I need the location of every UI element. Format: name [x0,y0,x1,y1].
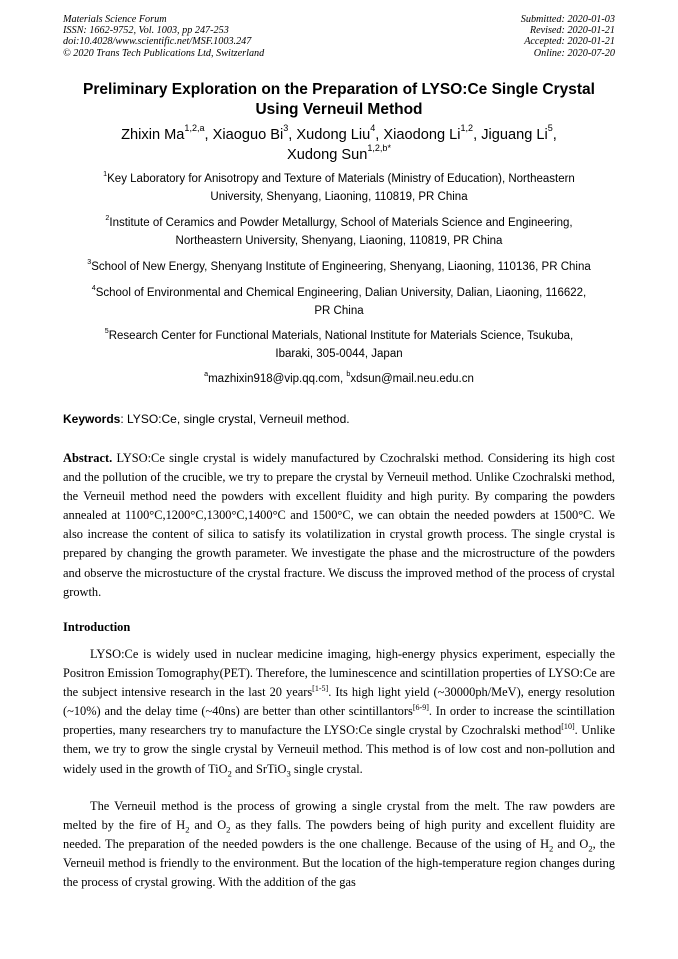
abstract [63,449,615,602]
author-name: Xiaodong Li [383,127,461,143]
abstract-label: Abstract. [63,451,113,465]
author-affiliation-mark: 1,2,a [184,123,205,134]
accepted-date: Accepted: 2020-01-21 [524,36,615,48]
intro-paragraph-2 [63,797,615,892]
affiliation-line: Research Center for Functional Materials, National Institute for Materials Science, Tsukuba, [108,330,574,342]
affiliation-line: Northeastern University, Shenyang, Liaoning, 110819, PR China [175,235,503,247]
citation: [1-5] [312,684,329,694]
subscript: 3 [286,768,291,779]
email-address: xdsun@mail.neu.edu.cn [350,373,474,385]
subscript: 2 [226,824,231,835]
author-affiliation-mark: 5 [547,123,553,134]
author-separator: , [473,127,482,143]
paper-title [60,80,618,120]
subscript: 2 [185,824,190,835]
author-name: Zhixin Ma [121,127,185,143]
affiliation-3 [60,258,618,276]
affiliation-2 [60,214,618,250]
paragraph-text: . Its high light yield (~30000ph/MeV), energy resolution (~10%) and the delay time (~40ns) are better than other scintillantors [63,685,615,719]
paragraph-text: , the Verneuil method is friendly to the environment. But the location of the high-temperature region changes during the process of crystal growing. With the addition of the gas [63,837,615,890]
paragraph-text: . In order to increase the scintillation properties, many researchers try to manufacture the LYSO:Ce single crystal by Czochralski method [63,704,615,738]
author-name: Xudong Sun [287,147,368,163]
submitted-date: Submitted: 2020-01-03 [520,14,615,25]
paragraph-text: and O [553,837,589,852]
author-separator: , [288,127,297,143]
paragraph-text: LYSO:Ce is widely used in nuclear medicine imaging, high-energy physics experiment, especially the Positron Emission Tomography(PET). Therefore, the luminescence and scintillation properties of LYSO:Ce are the subject intensive research in the last 20 years [63,647,615,700]
paragraph-text: . Unlike them, we try to grow the single crystal by Verneuil method. This method is of low cost and non-pollution and widely used in the growth of TiO [63,723,615,776]
author-list [60,125,618,165]
journal-issn: ISSN: 1662-9752, Vol. 1003, pp 247-253 [63,25,229,37]
email-address: mazhixin918@vip.qq.com, [208,373,347,385]
online-date: Online: 2020-07-20 [533,47,615,59]
journal-name: Materials Science Forum [63,14,167,25]
author-separator: , [204,127,213,143]
journal-info [63,14,264,59]
author-emails [60,371,618,387]
affiliation-line: University, Shenyang, Liaoning, 110819, PR China [210,191,468,203]
author-name: Xiaoguo Bi [212,127,284,143]
title-line: Using Verneuil Method [255,101,423,118]
paragraph-text: and SrTiO [231,761,287,776]
affiliation-number: 3 [87,257,92,266]
affiliation-number: 1 [103,169,108,178]
affiliation-line: Institute of Ceramics and Powder Metallurgy, School of Materials Science and Engineering, [109,217,573,229]
citation: [10] [561,722,575,732]
paragraph-text: The Verneuil method is the process of growing a single crystal from the melt. The raw powders are melted by the fire of H [63,799,615,833]
author-affiliation-mark: 3 [283,123,289,134]
author-name: Xudong Liu [296,127,371,143]
intro-paragraph-1 [63,645,615,779]
author-affiliation-mark: 1,2,b* [367,143,391,154]
author-separator: , [552,127,557,143]
subscript: 2 [588,843,593,854]
affiliation-line: School of New Energy, Shenyang Institute of Engineering, Shenyang, Liaoning, 110136, PR China [91,261,591,273]
subscript: 2 [227,768,232,779]
title-line: Preliminary Exploration on the Preparation of LYSO:Ce Single Crystal [83,81,595,98]
affiliation-line: School of Environmental and Chemical Engineering, Dalian University, Dalian, Liaoning, 116622, [95,287,587,299]
paragraph-text: single crystal. [290,761,363,776]
affiliation-number: 2 [105,213,110,222]
citation: [6-9] [412,703,429,713]
affiliation-line: Ibaraki, 305-0044, Japan [275,348,403,360]
section-heading-introduction: Introduction [63,620,131,634]
keywords-text: : LYSO:Ce, single crystal, Verneuil method. [120,412,350,426]
affiliation-line: Key Laboratory for Anisotropy and Texture of Materials (Ministry of Education), Northeastern [107,173,575,185]
keywords [63,411,615,427]
author-affiliation-mark: 4 [370,123,376,134]
paragraph-text: and O [189,818,227,833]
keywords-label: Keywords [63,412,121,426]
paragraph-text: as they falls. The powders being of high purity and excellent fluidity are needed. The preparation of the needed powders is the one challenge. Because of the using of H [63,818,615,852]
email-mark: a [204,369,209,378]
abstract-text: LYSO:Ce single crystal is widely manufactured by Czochralski method. Considering its high cost and the pollution of the crucible, we try to prepare the crystal by Verneuil method. Unlike Czochralski method, the Verneuil method need the powders with excellent fluidity and high purity. By comparing the powders annealed at 1100°C,1200°C,1300°C,1400°C and 1500°C, we can obtain the needed powders at 1500°C. We also increase the content of silica to satisfy its volatilization in crystal growth process. The single crystal is prepared by changing the growth parameter. We investigate the phase and the microstructure of the powders and observe the microstucture of the crystal fracture. We discuss the improved method of the process of crystal growth. [63,451,615,599]
journal-copyright: © 2020 Trans Tech Publications Ltd, Switzerland [63,47,265,59]
author-name: Jiguang Li [481,127,548,143]
affiliation-4 [60,284,618,320]
affiliation-5 [60,327,618,363]
affiliation-1 [60,170,618,206]
affiliation-line: PR China [314,305,364,317]
email-mark: b [346,369,351,378]
submission-dates [521,14,615,59]
author-separator: , [375,127,384,143]
revised-date: Revised: 2020-01-21 [529,25,615,37]
journal-doi: doi:10.4028/www.scientific.net/MSF.1003.247 [63,36,252,48]
author-affiliation-mark: 1,2 [460,123,474,134]
affiliation-number: 5 [104,326,109,335]
subscript: 2 [549,843,554,854]
affiliation-number: 4 [91,283,96,292]
